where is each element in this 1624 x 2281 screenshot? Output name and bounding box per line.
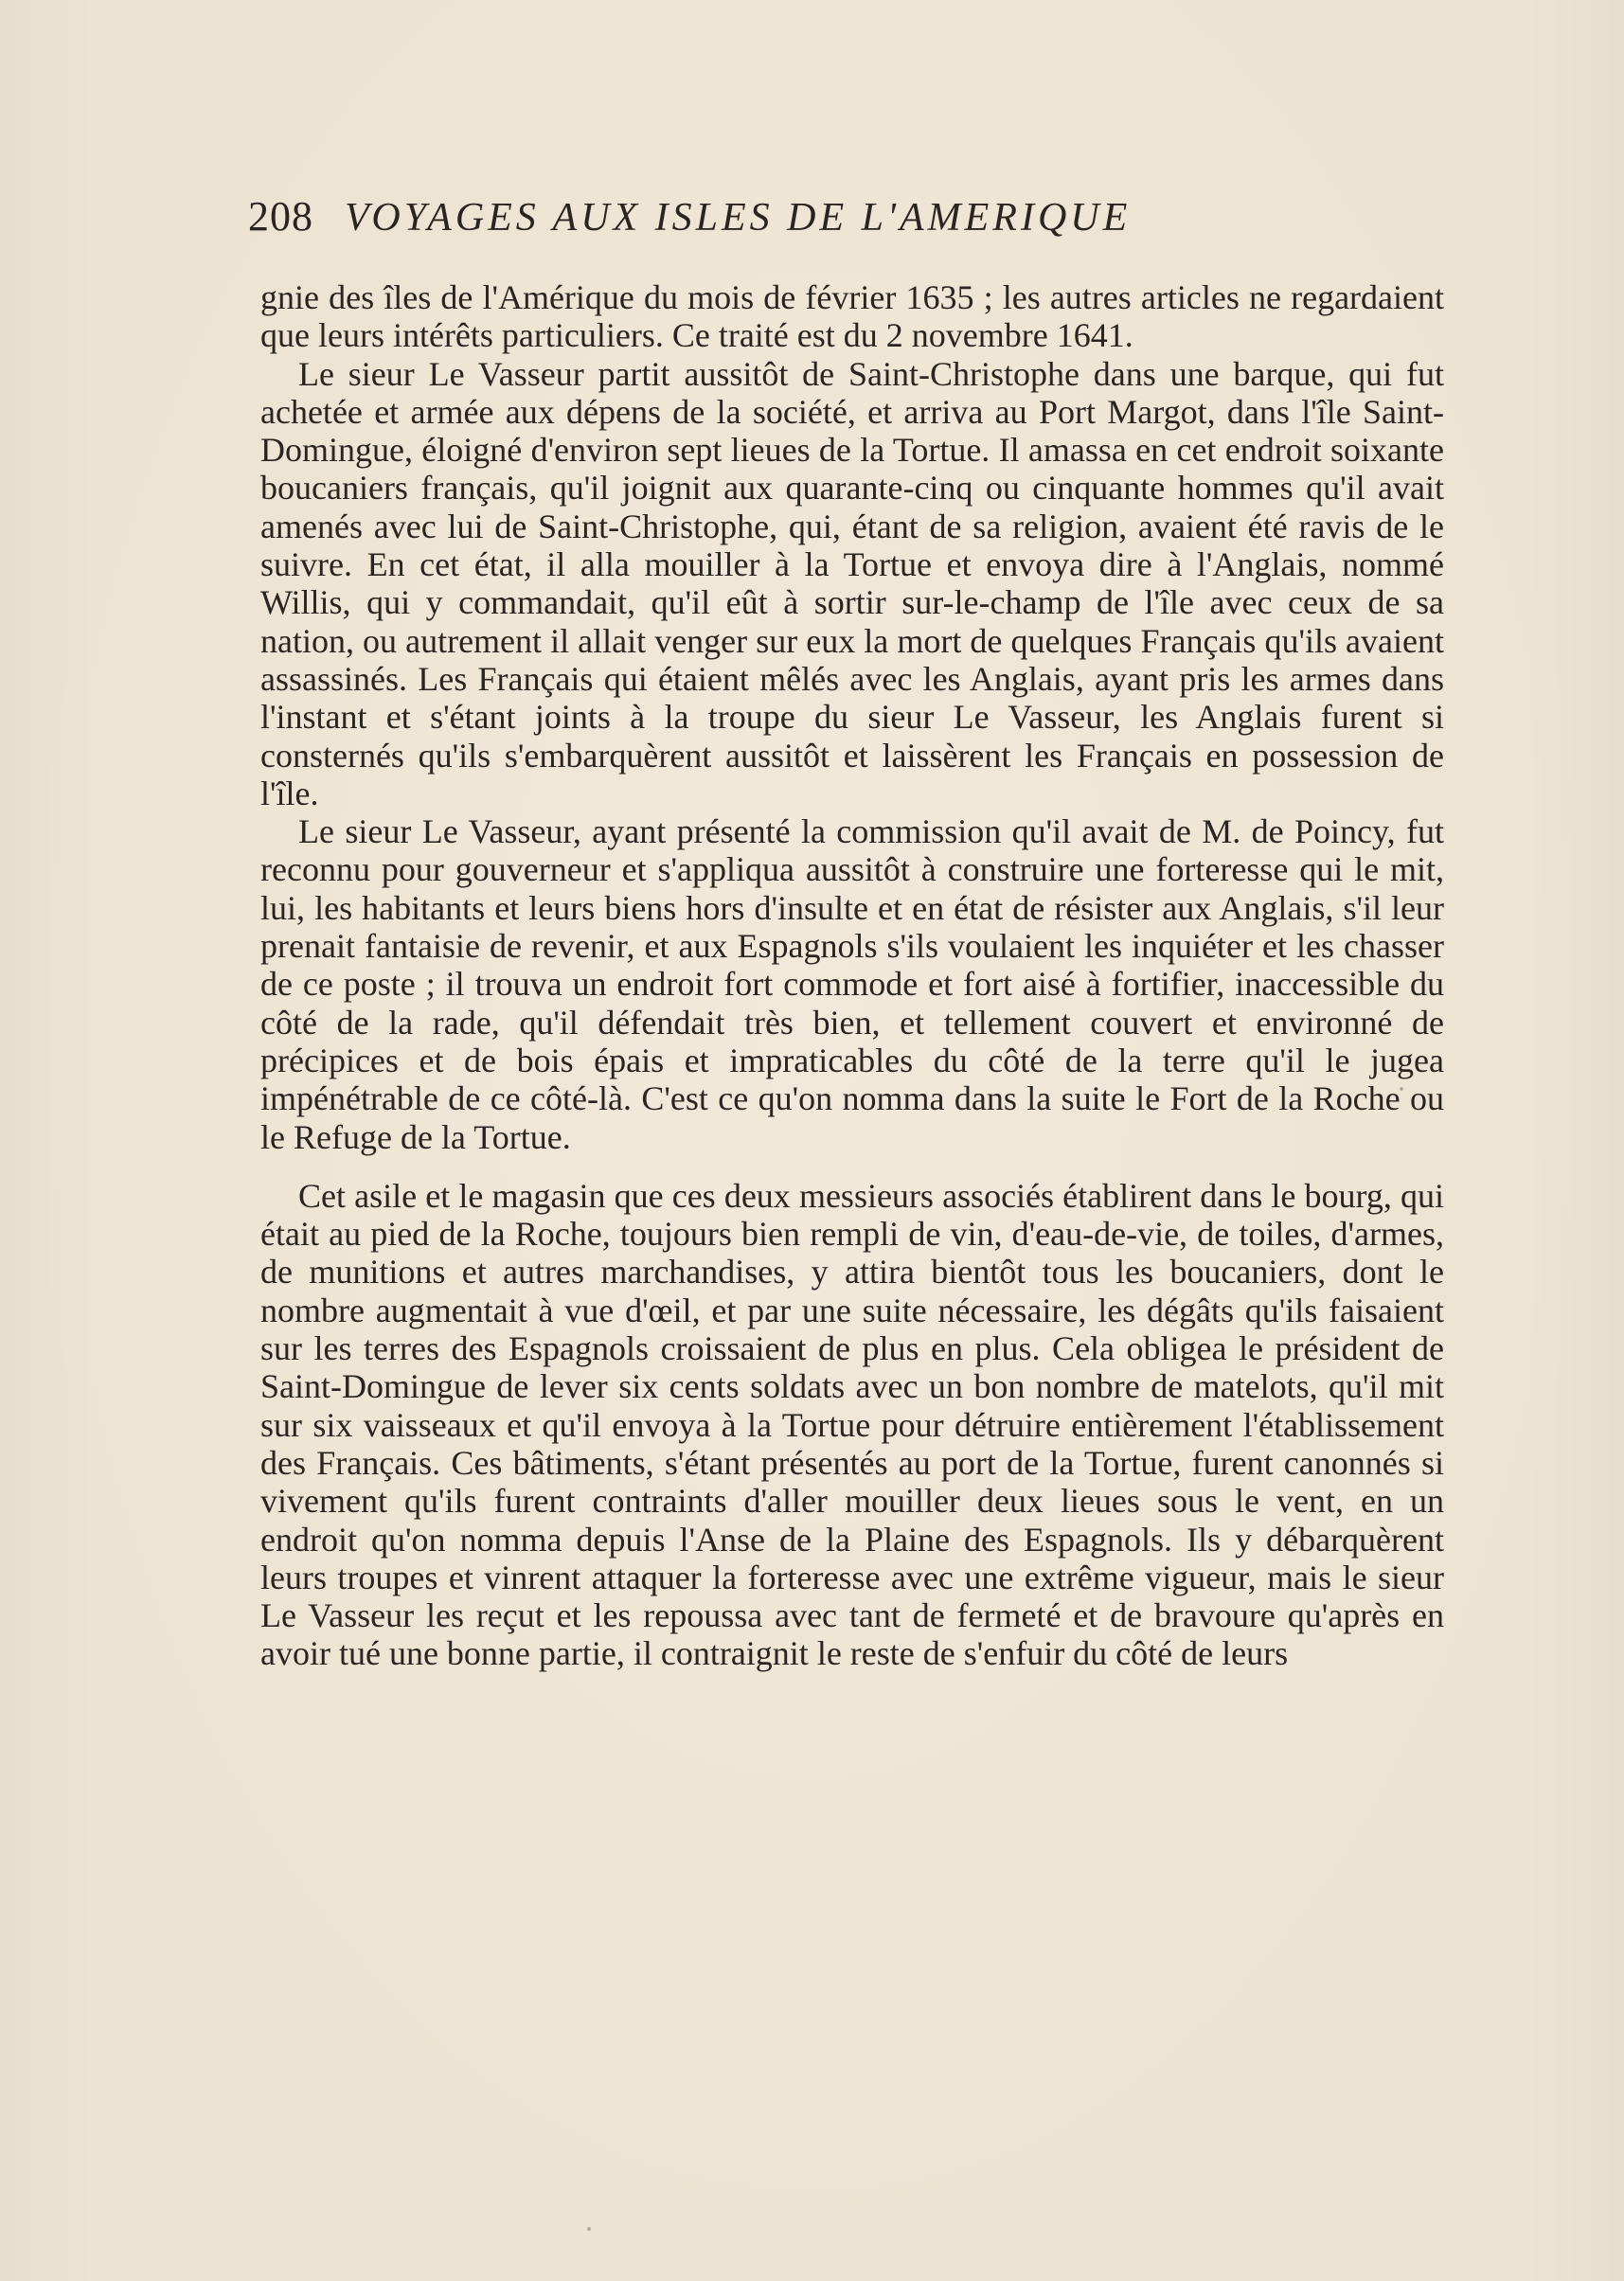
paragraph-fortress: Le sieur Le Vasseur, ayant présenté la commission qu'il avait de M. de Poincy, fut reconnu pour gouverneur et s'appliqua aussitôt à construire une forteresse qui le mit, lui, les habitants et leurs biens hors d'insulte et en état de résister aux Anglais, s'il leur prenait fantaisie de revenir, et aux Espagnols s'ils voulaient les inquiéter et les chasser de ce poste ; il trouva un endroit fort commode et fort aisé à fortifier, inaccessible du côté de la rade, qu'il défendait très bien, et tellement couvert et environné de précipices et de bois épais et impraticables du côté de la terre qu'il le jugea impénétrable de ce côté-là. C'est ce qu'on nomma dans la suite le Fort de la Roche ou le Refuge de la Tortue. xyxy=(260,812,1444,1156)
page-number: 208 xyxy=(248,193,313,240)
body-text xyxy=(260,278,1444,1673)
running-header xyxy=(248,187,1451,247)
paper-speck xyxy=(587,2227,591,2231)
paragraph-le-vasseur-departure: Le sieur Le Vasseur partit aussitôt de Saint-Christophe dans une barque, qui fut achetée et armée aux dépens de la société, et arriva au Port Margot, dans l'île Saint-Domingue, éloigné d'environ sept lieues de la Tortue. Il amassa en cet endroit soixante boucaniers français, qu'il joignit aux quarante-cinq ou cinquante hommes qu'il avait amenés avec lui de Saint-Christophe, qui, étant de sa religion, avaient été ravis de le suivre. En cet état, il alla mouiller à la Tortue et envoya dire à l'Anglais, nommé Willis, qui y commandait, qu'il eût à sortir sur-le-champ de l'île avec ceux de sa nation, ou autrement il allait venger sur eux la mort de quelques Français qu'ils avaient assassinés. Les Français qui étaient mêlés avec les Anglais, ayant pris les armes dans l'instant et s'étant joints à la troupe du sieur Le Vasseur, les Anglais furent si consternés qu'ils s'embarquèrent aussitôt et laissèrent les Français en possession de l'île. xyxy=(260,354,1444,812)
paragraph-spanish-attack: Cet asile et le magasin que ces deux messieurs associés établirent dans le bourg, qui était au pied de la Roche, toujours bien rempli de vin, d'eau-de-vie, de toiles, d'armes, de munitions et autres marchandises, y attira bientôt tous les boucaniers, dont le nombre augmentait à vue d'œil, et par une suite nécessaire, les dégâts qu'ils faisaient sur les terres des Espagnols croissaient de plus en plus. Cela obligea le président de Saint-Domingue de lever six cents soldats avec un bon nombre de matelots, qu'il mit sur six vaisseaux et qu'il envoya à la Tortue pour détruire entièrement l'établissement des Français. Ces bâtiments, s'étant présentés au port de la Tortue, furent canonnés si vivement qu'ils furent contraints d'aller mouiller deux lieues sous le vent, en un endroit qu'on nomma depuis l'Anse de la Plaine des Espagnols. Ils y débarquèrent leurs troupes et vinrent attaquer la forteresse avec une extrême vigueur, mais le sieur Le Vasseur les reçut et les repoussa avec tant de fermeté et de bravoure qu'après en avoir tué une bonne partie, il contraignit le reste de s'enfuir du côté de leurs xyxy=(260,1176,1444,1673)
paragraph-continued: gnie des îles de l'Amérique du mois de février 1635 ; les autres articles ne regardaient que leurs intérêts particuliers. Ce traité est du 2 novembre 1641. xyxy=(260,278,1444,355)
running-title: VOYAGES AUX ISLES DE L'AMERIQUE xyxy=(345,196,1132,240)
paper-speck xyxy=(1400,1087,1403,1091)
